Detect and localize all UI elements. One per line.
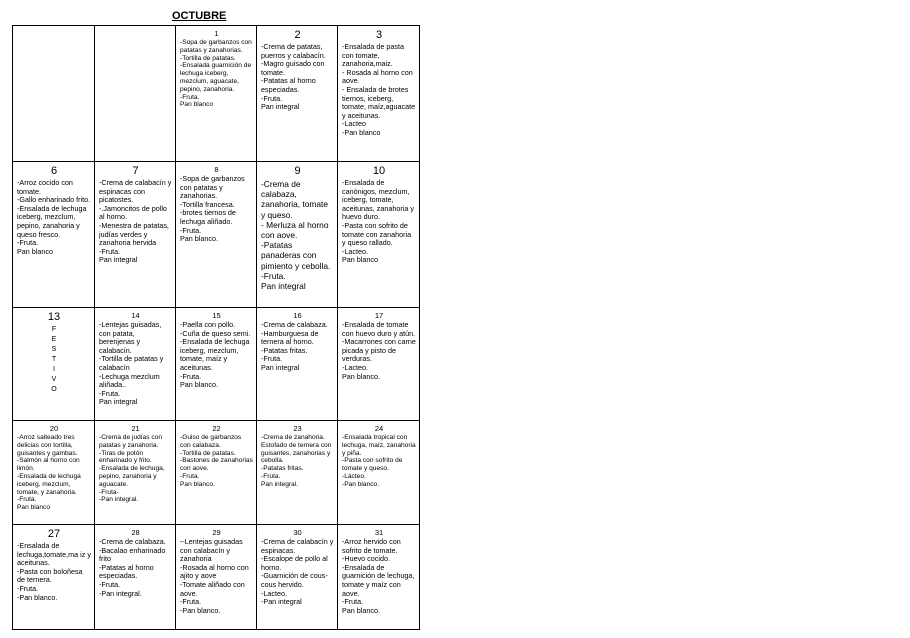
menu-line: -Lacteo (342, 119, 366, 129)
day-cell-7 (95, 162, 176, 308)
menu-line: -Fruta. (342, 597, 364, 607)
festivo-letter: F (51, 326, 57, 333)
menu-line: -Pasta con sofrito de tomate con zanahoria y queso rallado. (342, 220, 412, 248)
calendar-week-row (13, 162, 420, 308)
day-number: 2 (294, 29, 301, 41)
menu-line: -Pan blanco. (180, 605, 221, 615)
menu-line: -Crema de patatas, puerros y calabacín. (261, 42, 326, 60)
calendar-week-row (13, 26, 420, 162)
menu-line: -Arroz salteado tres delicias con tortilla, guisantes y gambas. (17, 434, 78, 457)
menu-line: -brotes tiernos de lechuga aliñado. (180, 208, 236, 226)
menu-line: -Fruta. (99, 388, 121, 398)
menu-line: -Fruta. (17, 238, 39, 248)
day-number: 29 (212, 528, 221, 537)
menu-line: -Crema de calabacín y espinacas. (261, 537, 334, 555)
calendar-week-row (13, 525, 420, 630)
day-cell-23 (257, 421, 338, 525)
menu-line: -Ensalada de lechuga iceberg, mezclum, tomate, y zanahoria. (17, 472, 81, 496)
day-cell-21 (95, 421, 176, 525)
menu-line: -Crema de judías con patatas y zanahoria. (99, 434, 163, 449)
day-cell-8 (176, 162, 257, 308)
day-cell-22 (176, 421, 257, 525)
menu-line: - Ensalada de brotes tiernos, iceberg, tomate, maíz,aguacate y aceitunas. (342, 84, 416, 120)
menu-line: -Bastones de zanahorias con aove. (180, 457, 253, 473)
menu-line: -Huevo cocido. (342, 554, 390, 564)
day-number: 10 (372, 165, 386, 177)
day-number: 3 (375, 29, 383, 41)
day-cell-1 (176, 26, 257, 162)
day-number: 31 (374, 528, 384, 537)
festivo-letter: E (51, 336, 57, 343)
day-cell-20 (13, 421, 95, 525)
menu-line: -Crema de zanahoria. (261, 434, 325, 441)
menu-line: -Cuña de queso semi. (180, 328, 251, 338)
menu-line: -Tortilla de patatas y calabacín (99, 354, 164, 372)
menu-line: -Menestra de patatas, judías verdes y zanahoria hervida (99, 220, 169, 248)
day-number: 22 (212, 424, 221, 433)
festivo-letter: T (51, 356, 57, 363)
day-cell-3 (338, 26, 420, 162)
menu-line: -Ensalada de pasta con tomate, zanahoria,maiz. (342, 42, 404, 69)
menu-line: -Tortilla de patatas. (180, 449, 236, 457)
empty-day-cell (95, 26, 176, 162)
menu-line: Pan blanco. (180, 380, 218, 390)
festivo-letter: O (51, 386, 57, 393)
day-number: 16 (293, 311, 302, 320)
menu-line: -Salmón al horno con limón. (17, 457, 80, 473)
day-cell-15 (176, 308, 257, 421)
day-cell-14 (95, 308, 176, 421)
menu-line: -Ensalada de guarnición de lechuga, tomate y maíz con aove. (342, 562, 415, 598)
day-cell-27 (13, 525, 95, 630)
menu-line: -Patatas fritas. (261, 345, 308, 355)
menu-line: -Fruta. (180, 93, 200, 101)
menu-line: -Fruta. (261, 270, 286, 281)
menu-line: -Fruta. (180, 472, 200, 480)
menu-line: -Arroz hervido con sofrito de tomate. (342, 537, 401, 555)
menu-line: Pan integral. (261, 480, 299, 488)
day-cell-31 (338, 525, 420, 630)
menu-line: -Fruta. (261, 472, 281, 480)
menu-line: -.Jamoncitos de pollo al horno. (99, 203, 167, 222)
menu-line: -Rosada al horno con ajito y aove (180, 562, 249, 581)
menu-line: -Lacteo. (342, 362, 368, 372)
menu-line: -Ensalada de lechuga iceberg, mezclum, pepino, zanahoria y queso fresco. (17, 203, 87, 239)
menu-line: -Pasta con boloñesa de ternera. (17, 566, 83, 585)
day-number: 27 (47, 528, 61, 540)
calendar-week-row (13, 421, 420, 525)
menu-line: -Ensalada de lechuga,tomate,ma iz y aceitunas. (17, 541, 91, 568)
menu-line: -Fruta. (180, 597, 202, 607)
menu-line: -Paella con pollo. (180, 320, 236, 329)
menu-line: -Tiras de potón enharinado y frito. (99, 449, 152, 465)
menu-line: Pan blanco (180, 101, 213, 109)
day-number: 8 (214, 165, 219, 174)
menu-line: -Macarrones con carne picada y pisto de verduras. (342, 337, 416, 364)
menu-line: -Gallo enharinado frito. (17, 195, 91, 205)
menu-line: -Crema de calabaza, zanahoria, tomate y queso. (261, 179, 329, 220)
menu-line: Pan integral (261, 362, 300, 372)
menu-line: Estofado de ternera con guisantes, zanahorias y cebolla. (261, 441, 332, 465)
menu-line: -Fruta- (99, 488, 119, 496)
menu-line: Pan integral (99, 255, 138, 265)
menu-line: -Hamburguesa de ternera al horno. (261, 328, 319, 347)
menu-line: -Fruta. (17, 583, 39, 593)
menu-line: -Arroz cocido con tomate. (17, 178, 73, 196)
day-cell-10 (338, 162, 420, 308)
menu-line: Pan blanco (342, 255, 378, 265)
menu-line: -Crema de calabaza. (99, 537, 166, 546)
menu-line: -Ensalada tropical con lechuga, maíz, zanahoria y piña. (342, 434, 416, 457)
day-number: 28 (131, 528, 140, 537)
menu-calendar (12, 25, 420, 630)
menu-line: Pan blanco (17, 504, 50, 512)
page-title: OCTUBRE (172, 10, 227, 22)
menu-line: -Tomate aliñado con aove. (180, 579, 245, 598)
menu-line: -Sopa de garbanzos con patatas y zanahorias. (180, 39, 252, 54)
menu-line: -Crema de calabacín y espinacas con picatostes. (99, 178, 172, 205)
menu-line: Pan blanco. (180, 480, 215, 488)
day-number: 14 (131, 311, 140, 320)
day-cell-9 (257, 162, 338, 308)
day-number: 7 (132, 165, 139, 177)
menu-line: -Patatas al horno especiadas. (261, 76, 316, 94)
day-number: 9 (294, 165, 301, 177)
day-cell-2 (257, 26, 338, 162)
menu-line: -Patatas panaderas con pimiento y cebolla. (261, 240, 331, 271)
day-number: 23 (293, 424, 302, 433)
day-number: 24 (374, 424, 384, 433)
menu-line: -Ensalada de tomate con huevo duro y atún. (342, 320, 416, 338)
day-cell-28 (95, 525, 176, 630)
menu-line: -Lacteo. (342, 246, 368, 256)
menu-line: -Escalope de pollo al horno. (261, 554, 328, 572)
menu-line: -Ensalada guarnición de lechuga iceberg, mezclum, aguacate, pepino, zanahoria. (180, 62, 252, 93)
day-cell-13 (13, 308, 95, 421)
festivo-letter: V (51, 376, 57, 383)
menu-line: -Tortilla de patatas. (180, 54, 236, 62)
day-number: 20 (49, 424, 59, 433)
menu-line: -Fruta. (17, 496, 37, 504)
menu-line: -Pan blanco (342, 127, 381, 137)
day-number: 21 (131, 424, 140, 433)
menu-line: -Fruta. (180, 371, 202, 381)
menu-line: - Rosada al horno con aove. (342, 67, 413, 86)
menu-line: - Merluza al horno con aove. (261, 219, 329, 241)
day-cell-17 (338, 308, 420, 421)
day-number: 30 (293, 528, 302, 537)
day-cell-24 (338, 421, 420, 525)
menu-line: -Pan blanco. (17, 592, 58, 602)
menu-line: -Tortilla francesa. (180, 199, 235, 209)
menu-line: -Crema de calabaza. (261, 320, 328, 329)
menu-line: Pan integral (261, 102, 300, 112)
menu-line: Pan blanco. (342, 371, 380, 381)
menu-line: -Fruta. (99, 246, 121, 256)
menu-line: -Guiso de garbanzos con calabaza. (180, 434, 242, 449)
menu-line: -Pan integral. (99, 496, 139, 504)
day-cell-6 (13, 162, 95, 308)
festivo-letter: I (53, 366, 55, 373)
menu-line: -Ensalada de lechuga iceberg, mezclum, tomate, maíz y aceitunas. (180, 337, 250, 372)
menu-line: -Fruta. (99, 579, 121, 589)
menu-line: -Fruta. (180, 225, 202, 235)
menu-line: Pan integral (261, 281, 306, 292)
menu-line: Pan blanco. (180, 234, 218, 244)
menu-line: -Lacteo. (261, 588, 287, 598)
menu-line: -Guarnición de cous-cous hervido. (261, 571, 328, 589)
menu-line: -Pan integral (261, 597, 302, 607)
day-number: 17 (374, 311, 384, 320)
day-number: 1 (214, 29, 219, 38)
menu-line: -Fruta. (261, 93, 283, 103)
menu-line: -Pan blanco. (342, 480, 380, 488)
menu-line: -Ensalada de lechuga, pepino, zanahoria y aguacate. (99, 465, 165, 488)
empty-day-cell (13, 26, 95, 162)
menu-line: Pan blanco. (342, 605, 380, 615)
day-cell-16 (257, 308, 338, 421)
day-number: 13 (47, 311, 61, 323)
menu-line: -Pan integral. (99, 588, 142, 598)
menu-line: -Patatas fritas. (261, 465, 304, 473)
day-number: 15 (212, 311, 221, 320)
calendar-week-row (13, 308, 420, 421)
day-cell-30 (257, 525, 338, 630)
menu-line: -Bacalao enharinado frito (99, 545, 166, 564)
menu-line: --Lentejas guisadas con calabacín y zanahoria (180, 537, 243, 564)
menu-line: -Fruta. (261, 354, 283, 364)
festivo-letter: S (51, 346, 57, 353)
menu-line: Pan blanco (17, 246, 53, 256)
day-number: 6 (50, 165, 58, 177)
menu-line: -Lácteo. (342, 472, 366, 480)
menu-line: Pan integral (99, 397, 138, 407)
menu-line: -Pasta con sofrito de tomate y queso. (342, 457, 403, 473)
menu-line: -Magro guisado con tomate. (261, 59, 325, 77)
menu-line: -Sopa de garbanzos con patatas y zanahorias. (180, 174, 245, 201)
menu-line: -Lentejas guisadas, con patata, berenjenas y calabacín. (99, 320, 162, 355)
menu-line: -Patatas al horno especiadas. (99, 562, 154, 581)
festivo-label (17, 325, 91, 395)
menu-line: -Lechuga mezclum aliñada.. (99, 371, 160, 390)
menu-line: -Ensalada de canónigos, mezclum, iceberg, tomate, aceitunas, zanahoria y huevo duro. (342, 178, 414, 222)
day-cell-29 (176, 525, 257, 630)
